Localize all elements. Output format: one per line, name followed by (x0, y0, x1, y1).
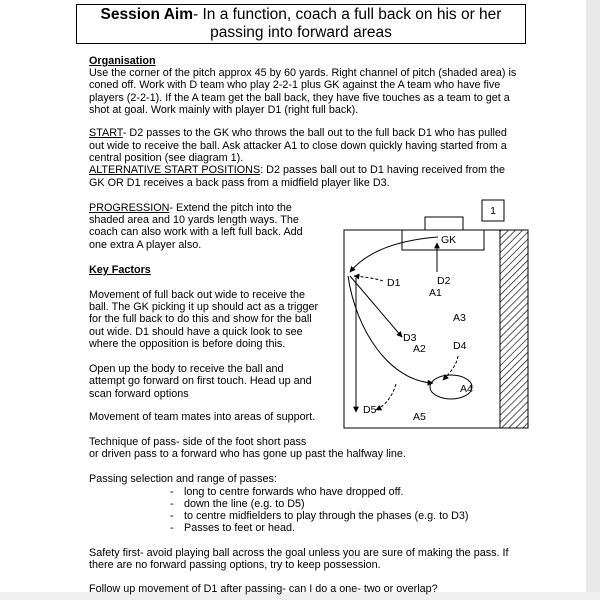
progression-line-4: one extra A player also. (89, 239, 202, 251)
start-label: START (89, 127, 123, 139)
alt-start-line-1 (89, 164, 505, 177)
progression-line-2: shaded area and 10 yards length ways. The (89, 214, 299, 226)
label-a4: A4 (460, 383, 473, 395)
kf-para1-line-5: where the opposition is before doing this. (89, 338, 286, 350)
bullet-item-3 (170, 510, 468, 523)
label-a1: A1 (429, 287, 442, 299)
kf-para1-line-2: ball. The GK picking it up should act as a trigger (89, 301, 319, 313)
label-d2: D2 (437, 275, 451, 287)
bullet-item-2 (170, 498, 305, 511)
kf-para4-line-2: or driven pass to a forward who has gone up past the halfway line. (89, 448, 406, 460)
bullet-text: long to centre forwards who have dropped off. (184, 486, 404, 498)
kf-para6-line-1: Safety first- avoid playing ball across the goal unless you are sure of making the pass. If (89, 547, 509, 559)
alt-start-line-2: GK OR D1 receives a back pass from a midfield player like D3. (89, 177, 390, 189)
diagram-number: 1 (490, 205, 496, 217)
shaded-channel (500, 230, 528, 428)
label-a5: A5 (413, 411, 426, 423)
key-factors-heading: Key Factors (89, 264, 151, 276)
bullet-dash: - (170, 486, 174, 498)
kf-para1-line-4: out wide. D1 should have a quick look to see (89, 326, 303, 338)
progression-label: PROGRESSION (89, 202, 170, 214)
progression-rest: - Extend the pitch into the (169, 202, 292, 214)
progression-line-3: coach can also work with a left full back. Add (89, 226, 303, 238)
organisation-heading: Organisation (89, 55, 156, 67)
organisation-line-3: players (2-2-1). If the A team get the ball back, they have five touches as a team to get a (89, 92, 510, 104)
kf-para1-line-3: for the full back to do this and show for the ball (89, 313, 312, 325)
bullet-item-4 (170, 522, 295, 535)
start-line-1 (89, 127, 507, 140)
label-d4: D4 (453, 340, 467, 352)
kf-para5: Passing selection and range of passes: (89, 473, 277, 485)
bullet-text: down the line (e.g. to D5) (184, 498, 305, 510)
label-d3: D3 (403, 332, 417, 344)
bullet-dash: - (170, 498, 174, 510)
alt-start-label: ALTERNATIVE START POSITIONS (89, 164, 261, 176)
kf-para3: Movement of team mates into areas of support. (89, 411, 316, 423)
kf-para6-line-2: there are no forward passing options, try to keep possession. (89, 559, 381, 571)
start-line-3: central position (see diagram 1). (89, 152, 244, 164)
label-d1: D1 (387, 277, 401, 289)
pitch-diagram (330, 196, 542, 436)
progression-line-1 (89, 202, 292, 215)
organisation-line-1: Use the corner of the pitch approx 45 by 60 yards. Right channel of pitch (shaded area) is (89, 67, 517, 79)
kf-para1-line-1: Movement of full back out wide to receive the (89, 289, 306, 301)
label-gk: GK (441, 234, 457, 246)
title-line-1 (77, 6, 525, 24)
title-rest: - In a function, coach a full back on his or her (193, 6, 502, 23)
bullet-text: to centre midfielders to play through the phases (e.g. to D3) (184, 510, 469, 522)
kf-para2-line-3: scan forward options (89, 388, 189, 400)
kf-para4-line-1: Technique of pass- side of the foot short pass (89, 436, 307, 448)
bullet-item-1 (170, 486, 403, 499)
label-a2: A2 (413, 343, 426, 355)
start-line-2: out wide to receive the ball. Ask attacker A1 to close down quickly having started from a (89, 140, 507, 152)
organisation-line-4: shot at goal. Work mainly with player D1 (right full back). (89, 104, 359, 116)
alt-start-rest: : D2 passes ball out to D1 having received from the (260, 164, 506, 176)
title-bold: Session Aim (100, 6, 193, 23)
kf-para2-line-2: attempt go forward on first touch. Head up and (89, 375, 312, 387)
organisation-line-2: coned off. Work with D team who play 2-2-1 plus GK against the A team who have five (89, 79, 501, 91)
kf-para2-line-1: Open up the body to receive the ball and (89, 363, 284, 375)
session-title-box (76, 4, 526, 44)
label-a3: A3 (453, 312, 466, 324)
start-rest: - D2 passes to the GK who throws the ball out to the full back D1 who has pulled (122, 127, 507, 139)
kf-para7: Follow up movement of D1 after passing- can I do a one- two or overlap? (89, 583, 438, 595)
label-d5: D5 (363, 404, 377, 416)
title-line-2: passing into forward areas (210, 24, 392, 41)
goal (425, 217, 463, 230)
page-edge-shadow (586, 0, 600, 600)
bullet-dash: - (170, 522, 174, 534)
bullet-text: Passes to feet or head. (184, 522, 296, 534)
bullet-dash: - (170, 510, 174, 522)
